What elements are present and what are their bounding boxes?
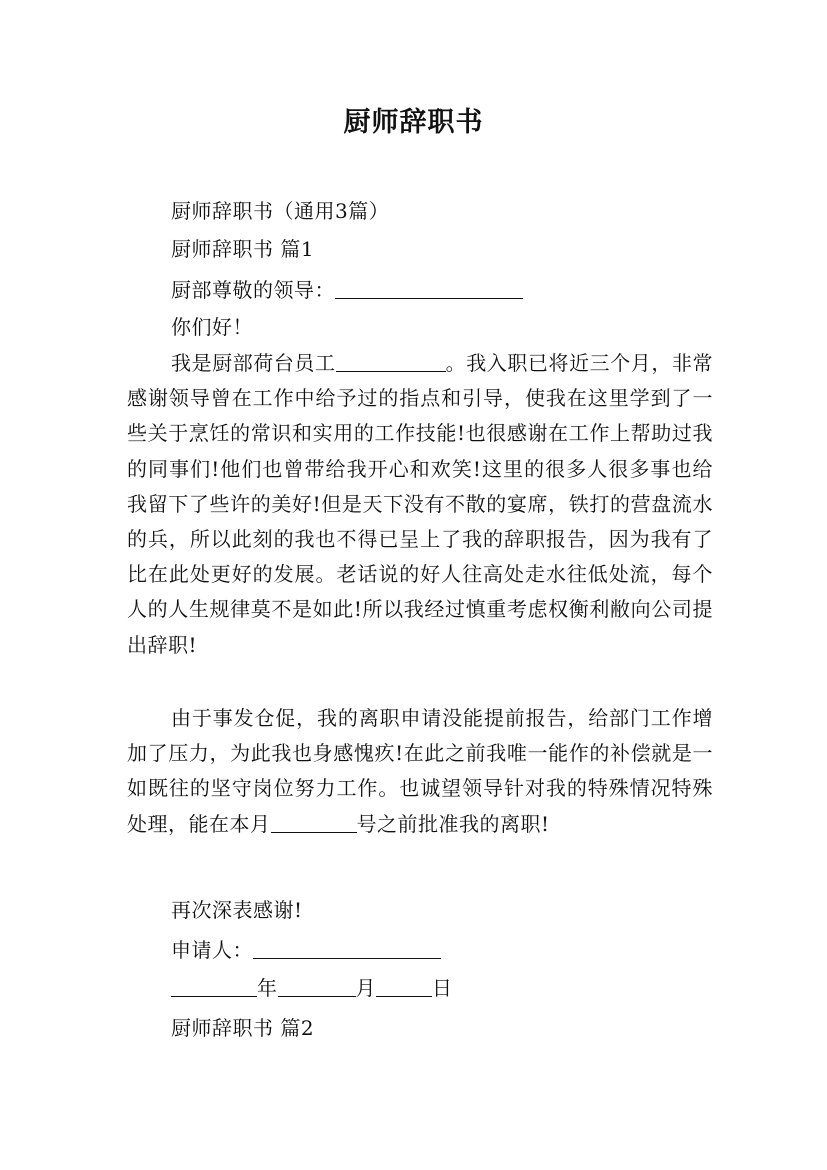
section-heading-1: 厨师辞职书 篇1 — [171, 237, 315, 261]
year-blank — [171, 978, 257, 997]
salutation-text: 厨部尊敬的领导： — [171, 278, 335, 302]
paragraph-2 — [127, 701, 713, 842]
date-line — [171, 976, 453, 1000]
salutation-line — [171, 278, 523, 302]
section-heading-2: 厨师辞职书 篇2 — [171, 1016, 315, 1040]
document-subtitle: 厨师辞职书（通用3篇） — [171, 199, 390, 223]
employee-name-blank — [336, 353, 446, 372]
paragraph-2-rest: 号之前批准我的离职! — [356, 811, 550, 836]
date-month-label: 月 — [355, 976, 376, 1000]
applicant-label: 申请人： — [171, 938, 253, 962]
applicant-line — [171, 938, 441, 962]
paragraph-1-rest: 。我入职已将近三个月，非常感谢领导曾在工作中给予过的指点和引导，使我在这里学到了一些关于烹饪的常识和实用的工作技能!也很感谢在工作上帮助过我的同事们!他们也曾带给我开心和欢笑!这里的很多人很多事也给我留下了些许的美好!但是天下没有不散的宴席，铁打的营盘流水的兵，所以此刻的我也不得已呈上了我的辞职报告，因为我有了比在此处更好的发展。老话说的好人往高处走水往低处流，每个人的人生规律莫不是如此!所以我经过慎重考虑权衡利敝向公司提出辞职! — [127, 351, 714, 657]
paragraph-1 — [127, 346, 713, 663]
paragraph-2-start: 由于事发仓促，我的离职申请没能提前报告，给部门工作增加了压力，为此我也身感愧疚!在此之前我唯一能作的补偿就是一如既往的坚守岗位努力工作。也诚望领导针对我的特殊情况特殊处理，能在本月 — [127, 706, 713, 836]
date-day-label: 日 — [432, 976, 453, 1000]
date-year-label: 年 — [257, 976, 278, 1000]
leader-name-blank — [335, 280, 523, 299]
month-blank — [278, 978, 356, 997]
thanks-line: 再次深表感谢! — [171, 898, 303, 922]
day-blank — [271, 814, 357, 833]
day-date-blank — [376, 978, 432, 997]
paragraph-1-start: 我是厨部荷台员工 — [171, 351, 336, 375]
document-title: 厨师辞职书 — [343, 107, 484, 138]
applicant-signature-blank — [253, 940, 441, 959]
greeting: 你们好！ — [171, 315, 253, 339]
